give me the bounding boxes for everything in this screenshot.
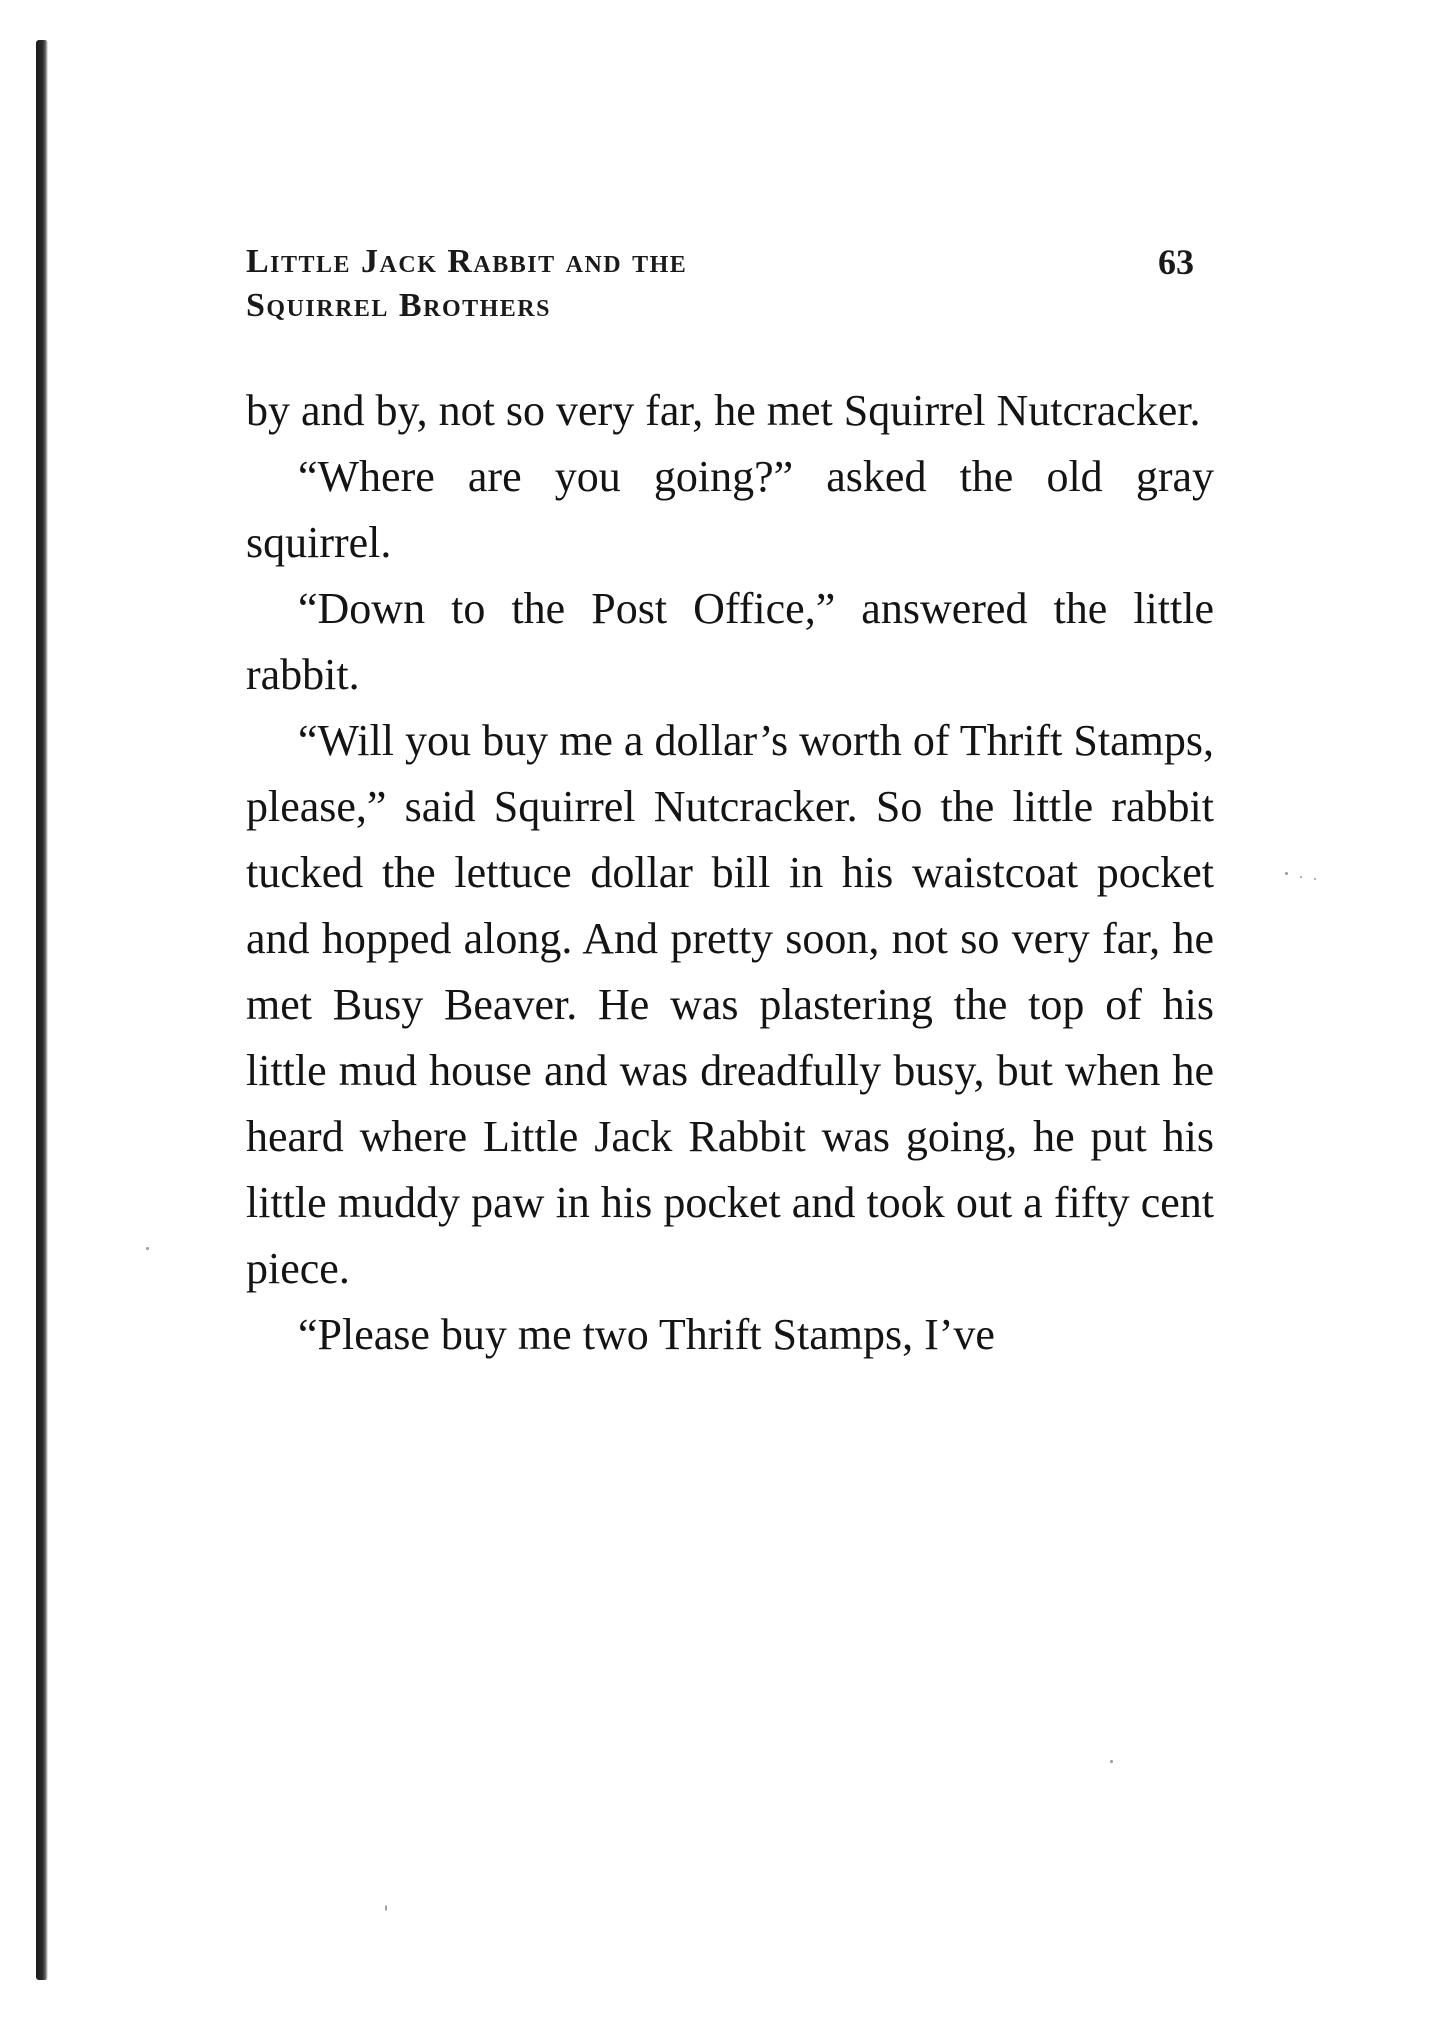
- paragraph-1: by and by, not so very far, he met Squirrel Nutcracker.: [246, 386, 1201, 435]
- scan-speck: [1300, 876, 1302, 878]
- paragraph-3: “Down to the Post Office,” answered the little rabbit.: [246, 584, 1214, 699]
- scan-speck: [1314, 878, 1316, 880]
- scan-speck: [1285, 872, 1288, 875]
- scan-speck: [146, 1247, 149, 1250]
- paragraph-4: “Will you buy me a dollar’s worth of Thrift Stamps, please,” said Squirrel Nutcracker. So the little rabbit tucked the lettuce dollar bill in his waistcoat pocket and hopped along. And pretty soon, not so very far, he met Busy Beaver. He was plastering the top of his little mud house and was dreadfully busy, but when he heard where Little Jack Rabbit was going, he put his little muddy paw in his pocket and took out a fifty cent piece.: [246, 716, 1214, 1293]
- running-head-line-2: Squirrel Brothers: [246, 287, 551, 324]
- running-head-line-1: Little Jack Rabbit and the: [246, 243, 688, 280]
- scan-speck: [385, 1905, 387, 1911]
- running-head: [246, 240, 687, 328]
- binding-edge-shadow: [36, 40, 48, 1980]
- paragraph-2: “Where are you going?” asked the old gray squirrel.: [246, 452, 1214, 567]
- page-header: [246, 240, 1206, 350]
- paragraph-5: “Please buy me two Thrift Stamps, I’ve: [298, 1310, 995, 1359]
- body-text: [246, 378, 1214, 1368]
- page-number: 63: [1158, 242, 1194, 282]
- scan-speck: [1110, 1760, 1113, 1763]
